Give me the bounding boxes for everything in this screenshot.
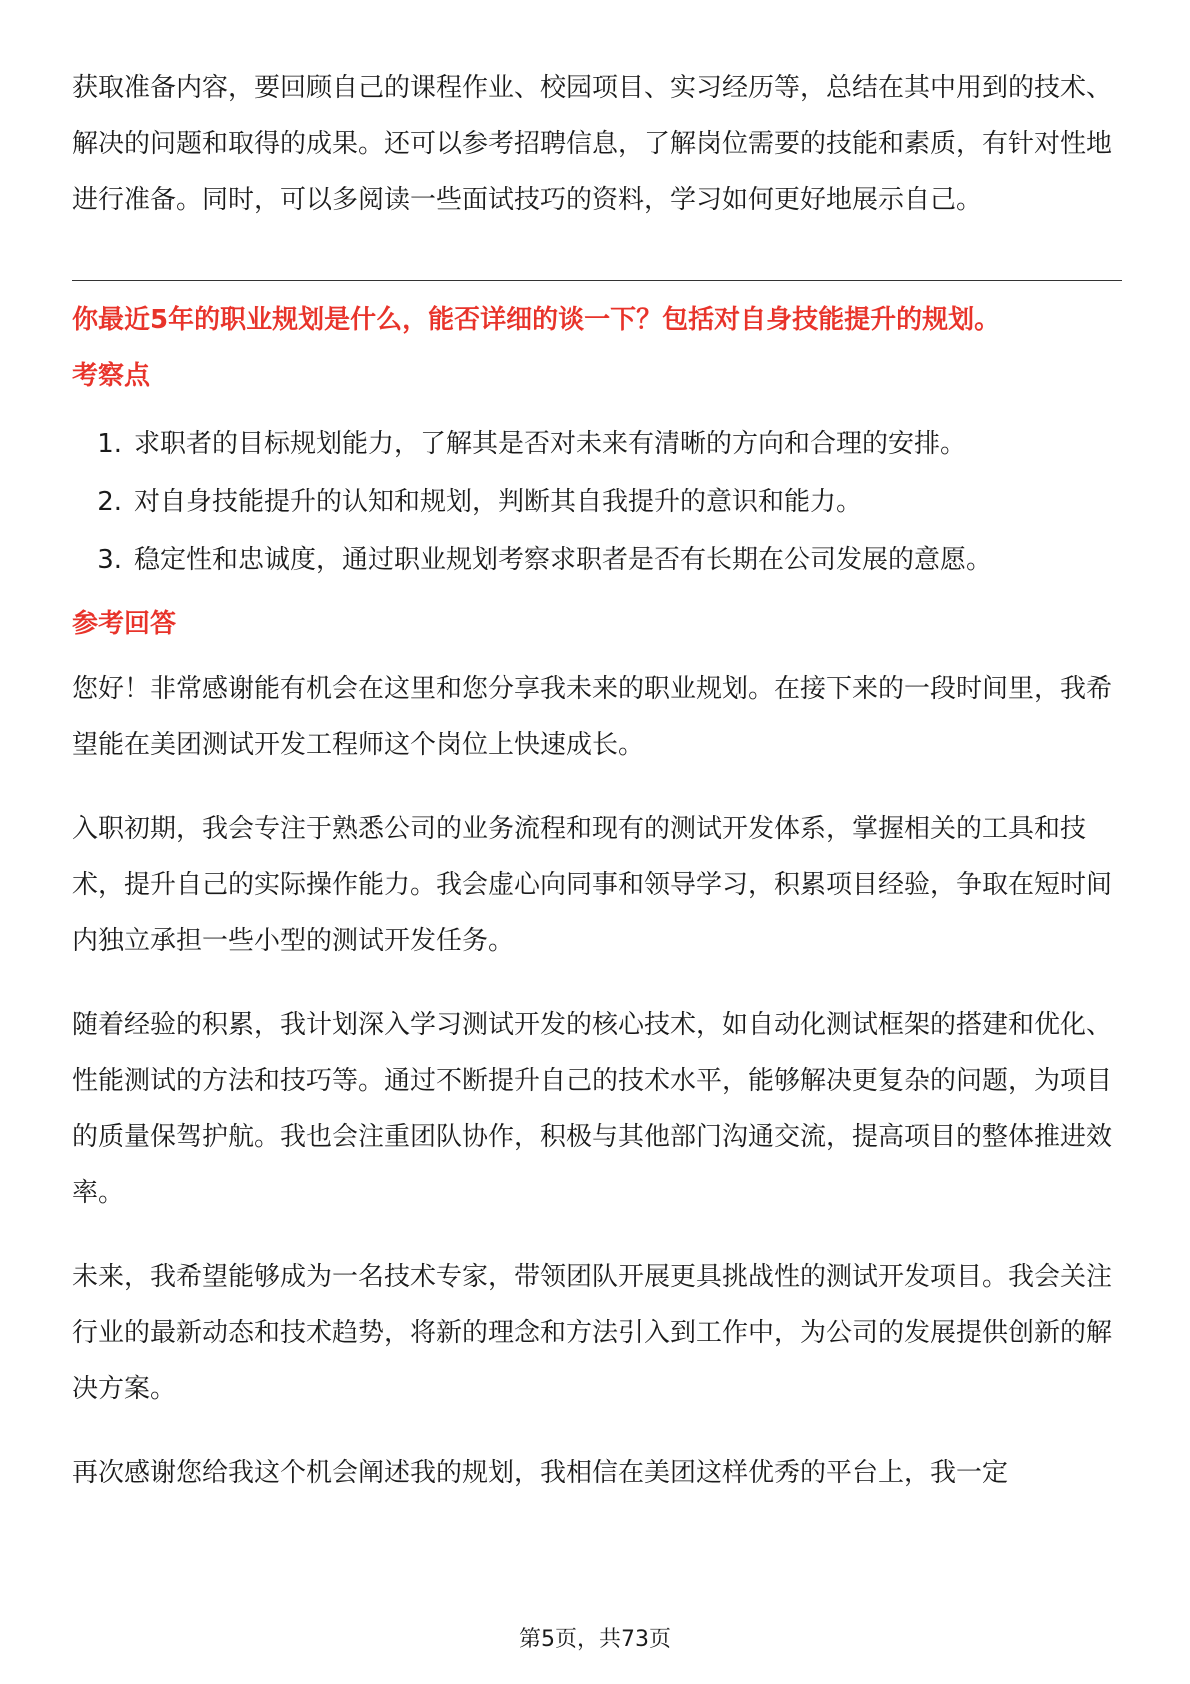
intro-paragraph: 获取准备内容，要回顾自己的课程作业、校园项目、实习经历等，总结在其中用到的技术、解决的问题和取得的成果。还可以参考招聘信息，了解岗位需要的技能和素质，有针对性地进行准备。同时，可以多阅读一些面试技巧的资料，学习如何更好地展示自己。 — [72, 73, 1113, 215]
section-divider — [72, 280, 1122, 281]
page-footer: 第5页，共73页 — [519, 1627, 671, 1652]
document-page — [72, 60, 1122, 1501]
question-heading: 你最近5年的职业规划是什么，能否详细的谈一下？包括对自身技能提升的规划。 — [72, 305, 1001, 335]
focus-point-text: 对自身技能提升的认知和规划，判断其自我提升的意识和能力。 — [134, 487, 863, 517]
answer-paragraph: 未来，我希望能够成为一名技术专家，带领团队开展更具挑战性的测试开发项目。我会关注行业的最新动态和技术趋势，将新的理念和方法引入到工作中，为公司的发展提供创新的解决方案。 — [72, 1262, 1113, 1404]
focus-point-number: 2. — [97, 487, 122, 517]
focus-heading: 考察点 — [72, 361, 151, 391]
focus-point-text: 求职者的目标规划能力，了解其是否对未来有清晰的方向和合理的安排。 — [134, 429, 967, 459]
focus-point-item — [72, 473, 1122, 531]
focus-point-item — [72, 415, 1122, 473]
focus-point-text: 稳定性和忠诚度，通过职业规划考察求职者是否有长期在公司发展的意愿。 — [134, 545, 993, 575]
answer-paragraph: 再次感谢您给我这个机会阐述我的规划，我相信在美团这样优秀的平台上，我一定 — [72, 1458, 1009, 1488]
focus-point-item — [72, 531, 1122, 589]
answer-paragraph: 您好！非常感谢能有机会在这里和您分享我未来的职业规划。在接下来的一段时间里，我希望能在美团测试开发工程师这个岗位上快速成长。 — [72, 674, 1113, 760]
focus-points-list — [72, 415, 1122, 589]
focus-point-number: 1. — [97, 429, 122, 459]
answer-paragraph: 入职初期，我会专注于熟悉公司的业务流程和现有的测试开发体系，掌握相关的工具和技术，提升自己的实际操作能力。我会虚心向同事和领导学习，积累项目经验，争取在短时间内独立承担一些小型的测试开发任务。 — [72, 814, 1113, 956]
answer-paragraph: 随着经验的积累，我计划深入学习测试开发的核心技术，如自动化测试框架的搭建和优化、性能测试的方法和技巧等。通过不断提升自己的技术水平，能够解决更复杂的问题，为项目的质量保驾护航。我也会注重团队协作，积极与其他部门沟通交流，提高项目的整体推进效率。 — [72, 1010, 1113, 1208]
answer-body — [72, 661, 1122, 1501]
answer-heading: 参考回答 — [72, 609, 177, 639]
focus-point-number: 3. — [97, 545, 122, 575]
